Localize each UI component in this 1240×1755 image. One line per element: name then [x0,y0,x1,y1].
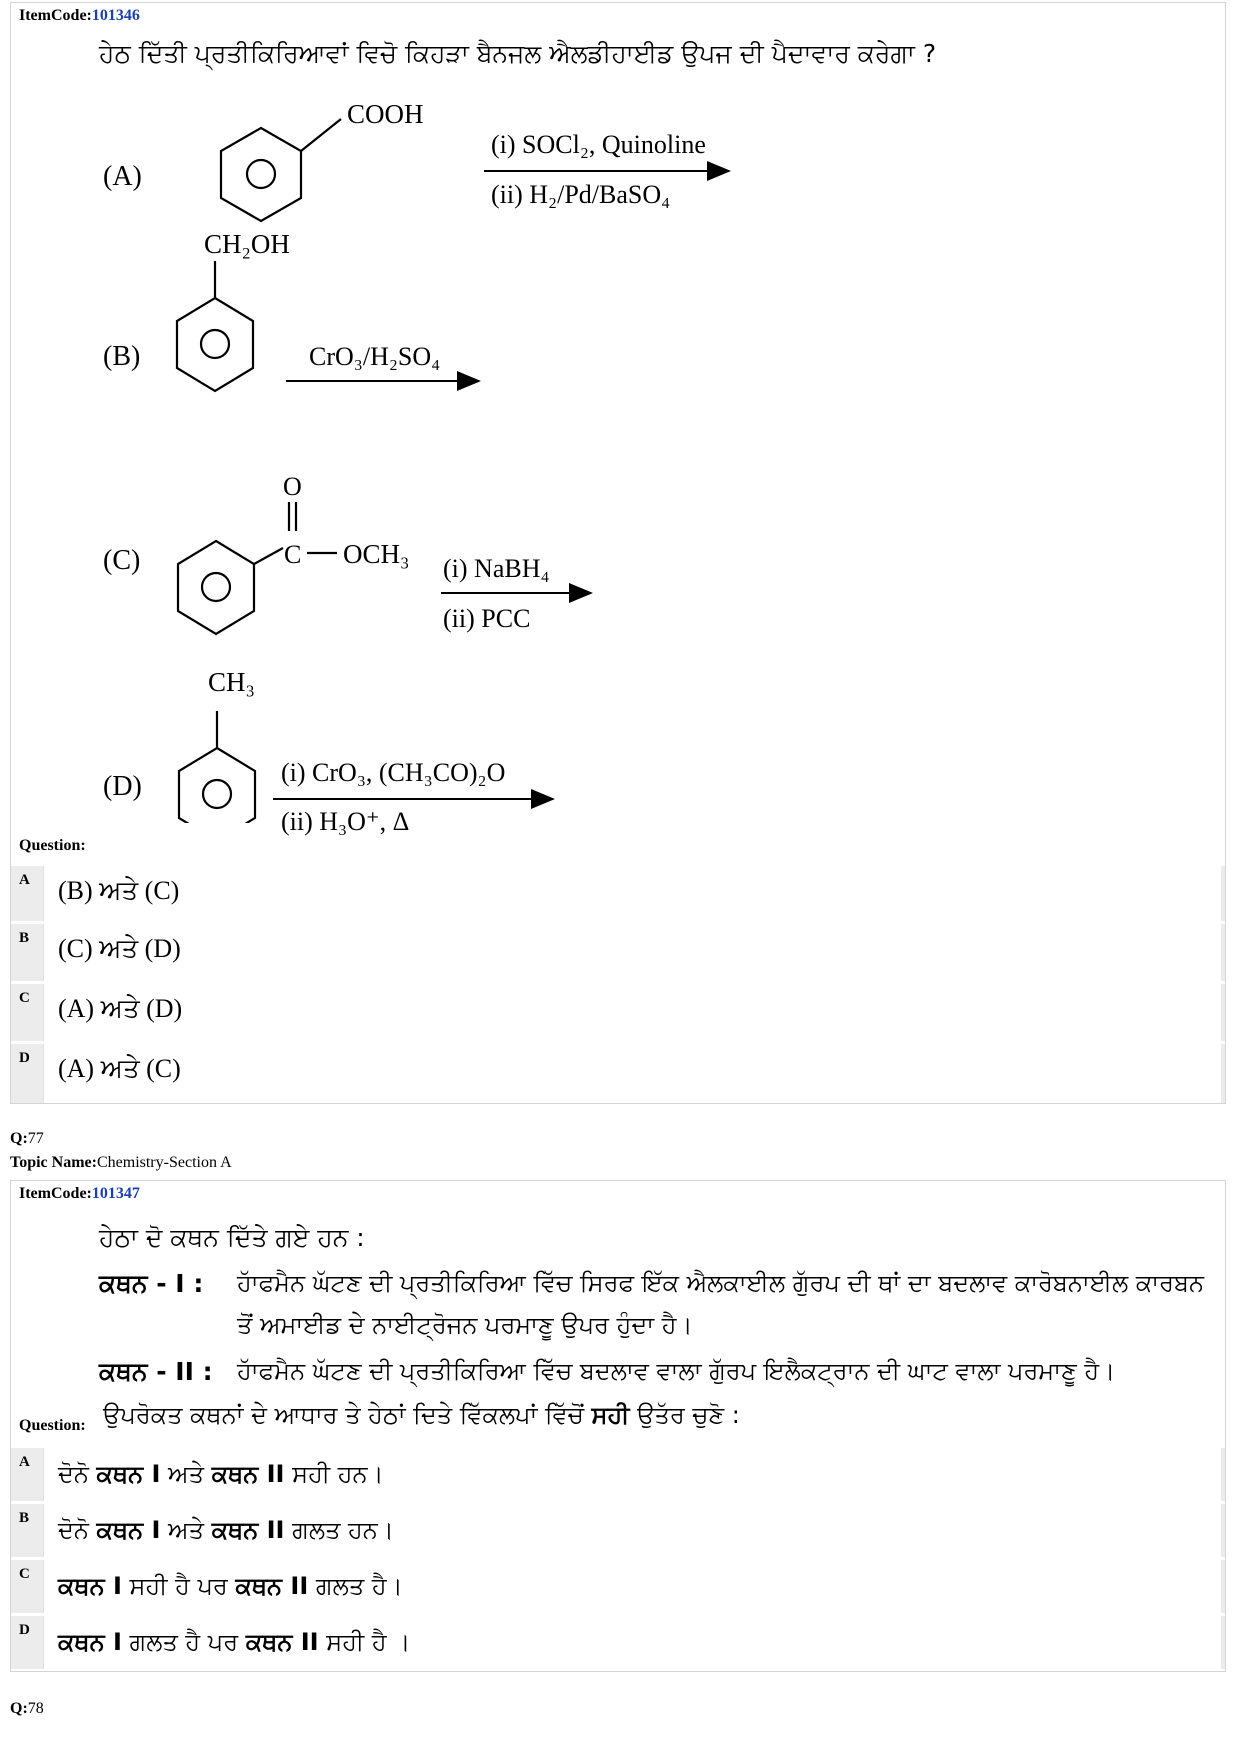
reaction-b-label: (B) [103,341,141,372]
reaction-c-carbon: C [284,540,302,569]
option-a-cell [43,866,1221,921]
statement-2-label: ਕਥਨ - II : [99,1357,213,1386]
instruction: ਉਪਰੋਕਤ ਕਥਨਾਂ ਦੇ ਆਧਾਰ ਤੇ ਹੇਠਾਂ ਦਿਤੇ ਵਿੱਕਲਪਾਂ ਵਿੱਚੋਂ ਸਹੀ ਉਤੱਰ ਚੁਣੋ : [103,1401,740,1429]
option-a-letter: A [19,872,30,888]
reaction-d-reagent-1: (i) CrO₃, (CH₃CO)₂O [281,758,506,787]
option-b-cell [43,1504,1221,1557]
statement-1-label: ਕਥਨ - I : [99,1269,204,1298]
reaction-b-reagent-1: CrO₃/H₂SO₄ [309,342,441,371]
option-b-letter: B [19,1510,30,1526]
item-code: ItemCode:101346 [19,7,140,24]
option-a-cell [43,1448,1221,1501]
option-c[interactable] [11,981,1225,1041]
reaction-c-group: OCH₃ [343,539,410,569]
option-d-text: ਕਥਨ I ਗਲਤ ਹੈ ਪਰ ਕਥਨ II ਸਹੀ ਹੈ । [58,1628,411,1656]
option-c-text: (A) ਅਤੇ (D) [58,994,183,1023]
option-b[interactable] [11,1501,1225,1557]
question-78-number: Q:78 [10,1700,44,1717]
question-label: Question: [19,1417,86,1434]
option-b-cell [43,924,1221,981]
benzene-ring-c [178,502,337,634]
statement-1-line-2: ਤੋਂ ਅਮਾਈਡ ਦੇ ਨਾਈਟ੍ਰੋਜਨ ਪਰਮਾਣੂ ਉਪਰ ਹੁੰਦਾ ਹੈ। [237,1311,693,1339]
question-stem: ਹੇਠ ਦਿੱਤੀ ਪ੍ਰਤੀਕਿਰਿਆਵਾਂ ਵਿਚੋ ਕਿਹੜਾ ਬੈਨਜਲ ਐਲਡੀਹਾਈਡ ਉਪਜ ਦੀ ਪੈਦਾਵਾਰ ਕਰੇਗਾ ? [99,39,937,68]
option-c-letter: C [19,990,30,1006]
statement-1-line-1: ਹਾੱਫਮੈਨ ਘੱਟਣ ਦੀ ਪ੍ਰਤੀਕਿਰਿਆ ਵਿੱਚ ਸਿਰਫ ਇੱਕ ਐਲਕਾਈਲ ਗੁੱਰਪ ਦੀ ਥਾਂ ਦਾ ਬਦਲਾਵ ਕਾਰੋਬਨਾਈਲ ਕਾਰਬਨ [237,1269,1204,1297]
reaction-c-oxygen: O [283,472,302,501]
reaction-d-reagent-2: (ii) H₃O⁺, Δ [281,807,410,836]
option-a[interactable] [11,863,1225,921]
option-c-cell [43,984,1221,1041]
option-a[interactable] [11,1445,1225,1501]
option-c-cell [43,1560,1221,1613]
option-b-letter: B [19,930,30,946]
option-b-text: (C) ਅਤੇ (D) [58,934,181,963]
option-b[interactable] [11,921,1225,981]
benzene-ring-a [221,119,341,221]
statement-2-text: ਹਾੱਫਮੈਨ ਘੱਟਣ ਦੀ ਪ੍ਰਤੀਕਿਰਿਆ ਵਿੱਚ ਬਦਲਾਵ ਵਾਲਾ ਗੁੱਰਪ ਇਲੈਕਟ੍ਰਾਨ ਦੀ ਘਾਟ ਵਾਲਾ ਪਰਮਾਣੂ ਹੈ। [237,1357,1116,1385]
question-77-number: Q:77 [10,1130,44,1147]
reaction-b-group: CH₂OH [204,229,290,259]
reaction-d-group: CH₃ [208,667,255,697]
option-a-letter: A [19,1454,30,1470]
reaction-diagrams [11,3,1225,823]
reaction-a-group: COOH [347,99,424,129]
option-d-text: (A) ਅਤੇ (C) [58,1054,181,1083]
reaction-c-reagent-1: (i) NaBH₄ [443,554,550,583]
question-77-block [10,1180,1226,1672]
option-d-letter: D [19,1622,30,1638]
reaction-c-reagent-2: (ii) PCC [443,604,531,633]
question-label: Question: [19,837,86,854]
benzene-ring-b [177,261,253,391]
option-a-text: ਦੋਨੋ ਕਥਨ I ਅਤੇ ਕਥਨ II ਸਹੀ ਹਨ। [58,1460,384,1488]
item-code: ItemCode:101347 [19,1185,140,1202]
option-a-text: (B) ਅਤੇ (C) [58,876,180,905]
option-b-text: ਦੋਨੋ ਕਥਨ I ਅਤੇ ਕਥਨ II ਗਲਤ ਹਨ। [58,1516,394,1544]
option-d[interactable] [11,1613,1225,1669]
option-c-text: ਕਥਨ I ਸਹੀ ਹੈ ਪਰ ਕਥਨ II ਗਲਤ ਹੈ। [58,1572,403,1600]
reaction-a-reagent-1: (i) SOCl₂, Quinoline [491,130,706,159]
reaction-c-label: (C) [103,545,141,576]
option-c-letter: C [19,1566,30,1582]
option-d-cell [43,1616,1221,1669]
reaction-a-reagent-2: (ii) H₂/Pd/BaSO₄ [491,180,671,209]
reaction-a-label: (A) [103,161,142,192]
option-d[interactable] [11,1041,1225,1103]
option-d-cell [43,1044,1221,1103]
question-76-block [10,2,1226,1104]
topic-name: Topic Name:Chemistry-Section A [10,1154,232,1171]
option-d-letter: D [19,1050,30,1066]
option-c[interactable] [11,1557,1225,1613]
statements-intro: ਹੇਠਾ ਦੋ ਕਥਨ ਦਿੱਤੇ ਗਏ ਹਨ : [99,1223,365,1252]
reaction-d-label: (D) [103,771,142,802]
